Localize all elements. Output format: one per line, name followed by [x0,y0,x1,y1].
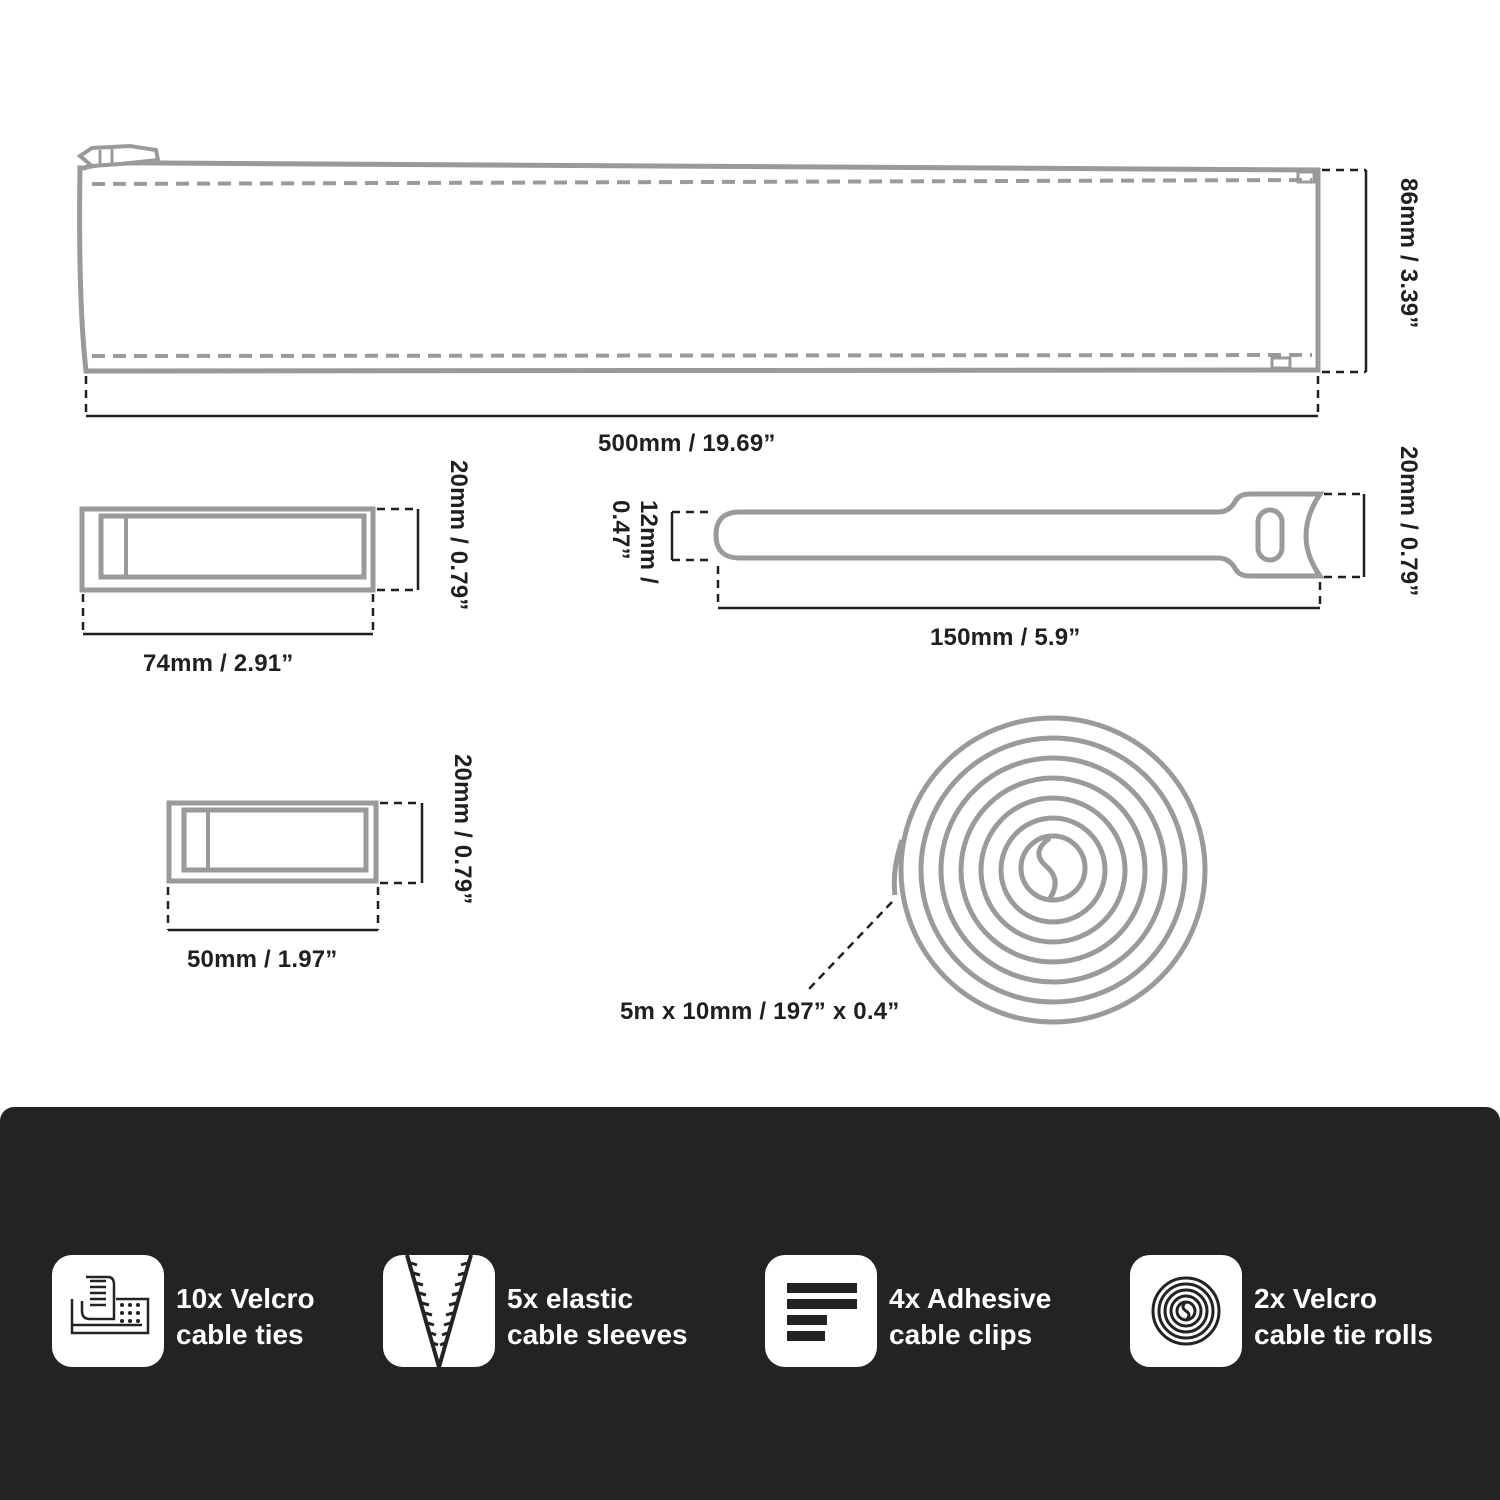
features-footer [0,1107,1500,1500]
clip-small-drawing [169,803,376,881]
velcro-tie-drawing [716,494,1320,576]
cable-sleeve-drawing [80,146,1318,371]
clip-small-width-label: 50mm / 1.97” [187,946,338,973]
clip-large-height-label: 20mm / 0.79” [445,460,472,611]
sleeve-height-label: 86mm / 3.39” [1395,178,1422,329]
feature-tie-rolls-text [1254,1281,1433,1353]
feature-adhesive-clips-text [889,1281,1051,1353]
feature-velcro-ties-text [176,1281,315,1353]
zipper-sleeve-icon [383,1255,495,1367]
tie-roll-drawing [894,718,1205,1022]
roll-dimension-leader [808,902,892,990]
clip-large-width-label: 74mm / 2.91” [143,650,294,677]
roll-size-label: 5m x 10mm / 197” x 0.4” [620,998,900,1025]
feature-line2: cable ties [176,1319,304,1350]
tie-thin-height-label: 12mm / 0.47” [607,500,662,584]
tie-length-label: 150mm / 5.9” [930,624,1081,651]
sleeve-width-label: 500mm / 19.69” [598,430,776,457]
velcro-tie-icon [52,1255,164,1367]
clip-large-dimension-lines [83,509,418,634]
feature-line1: 2x Velcro [1254,1283,1377,1314]
feature-line2: cable tie rolls [1254,1319,1433,1350]
feature-line2: cable sleeves [507,1319,688,1350]
adhesive-clip-icon [765,1255,877,1367]
tie-head-height-label: 20mm / 0.79” [1395,446,1422,597]
feature-line2: cable clips [889,1319,1033,1350]
clip-small-height-label: 20mm / 0.79” [449,754,476,905]
tie-roll-icon [1130,1255,1242,1367]
feature-elastic-sleeves-text [507,1281,688,1353]
feature-line1: 10x Velcro [176,1283,315,1314]
feature-line1: 5x elastic [507,1283,634,1314]
clip-large-drawing [82,509,373,590]
feature-line1: 4x Adhesive [889,1283,1052,1314]
